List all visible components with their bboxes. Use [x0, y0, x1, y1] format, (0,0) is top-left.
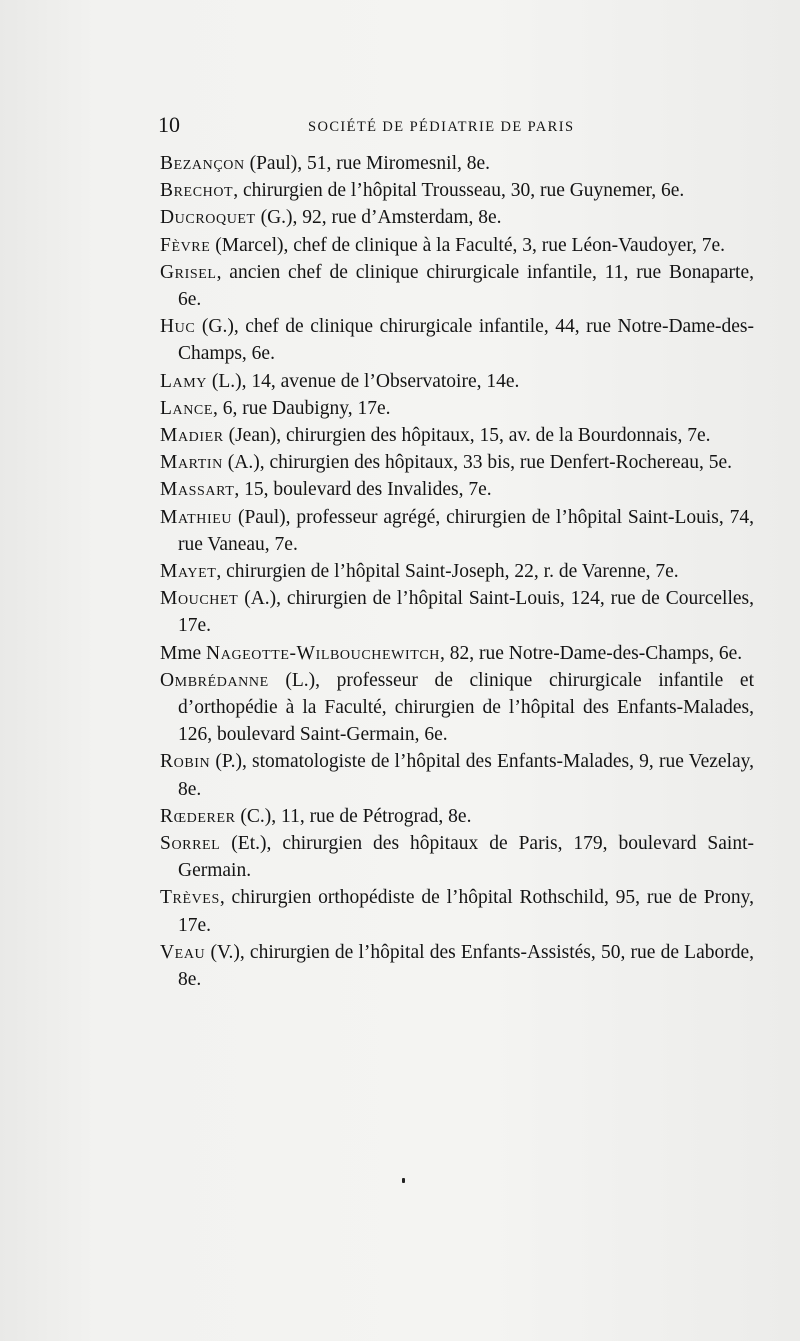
member-entry: [160, 884, 754, 938]
member-name: Madier: [160, 425, 224, 447]
member-entry: [160, 504, 754, 558]
member-name: Trèves: [160, 887, 220, 909]
member-entry: [160, 558, 754, 585]
member-details: , chirurgien de l’hôpital Trousseau, 30, rue Guynemer, 6e.: [233, 180, 685, 202]
member-entry: [160, 368, 754, 395]
member-details: (Jean), chirurgien des hôpitaux, 15, av. de la Bourdonnais, 7e.: [223, 425, 711, 447]
member-details: (L.), 14, avenue de l’Observatoire, 14e.: [206, 370, 520, 392]
member-entry: [160, 449, 754, 476]
member-name: Robin: [160, 751, 211, 773]
member-details: (Paul), professeur agrégé, chirurgien de l’hôpital Saint-Louis, 74, rue Vaneau, 7e.: [178, 506, 754, 555]
member-details: , 15, boulevard des Invalides, 7e.: [234, 479, 492, 501]
member-entry: [160, 259, 754, 313]
member-entry: [160, 313, 754, 367]
member-name: Rœderer: [160, 805, 236, 827]
member-entry: [160, 667, 754, 749]
member-name: Lance: [160, 397, 214, 419]
member-details: (G.), chef de clinique chirurgicale infantile, 44, rue Notre-Dame-des-Champs, 6e.: [178, 316, 754, 365]
member-details: (A.), chirurgien de l’hôpital Saint-Louis, 124, rue de Courcelles, 17e.: [178, 588, 754, 637]
member-entry: [160, 830, 754, 884]
member-name: Lamy: [160, 370, 207, 392]
member-name: Bezançon: [160, 153, 245, 174]
page-header: [158, 112, 758, 144]
member-details: (L.), professeur de clinique chirurgicale infantile et d’orthopédie à la Faculté, chirurgien de l’hôpital des Enfants-Malades, 126, boulevard Saint-Germain, 6e.: [178, 669, 754, 746]
member-entry: [160, 395, 754, 422]
member-details: , 82, rue Notre-Dame-des-Champs, 6e.: [440, 642, 743, 664]
member-details: (G.), 92, rue d’Amsterdam, 8e.: [255, 207, 502, 229]
member-entry: [160, 640, 754, 667]
member-details: , chirurgien orthopédiste de l’hôpital Rothschild, 95, rue de Prony, 17e.: [178, 887, 754, 936]
member-entry: [160, 232, 754, 259]
member-details: (V.), chirurgien de l’hôpital des Enfants-Assistés, 50, rue de Laborde, 8e.: [178, 941, 754, 991]
member-entry: [160, 204, 754, 231]
member-name: Ducroquet: [160, 207, 256, 229]
member-name: Huc: [160, 316, 196, 338]
running-head: SOCIÉTÉ DE PÉDIATRIE DE PARIS: [308, 119, 575, 135]
member-name: Grisel: [160, 261, 217, 283]
member-name: Veau: [160, 941, 206, 963]
member-details: (Paul), 51, rue Miromesnil, 8e.: [244, 153, 491, 174]
member-entry: [160, 585, 754, 639]
page-number: 10: [158, 112, 180, 137]
member-details: (C.), 11, rue de Pétrograd, 8e.: [235, 805, 472, 827]
member-list: [160, 150, 754, 993]
member-entry: [160, 177, 754, 204]
member-entry: [160, 803, 754, 830]
member-details: (Et.), chirurgien des hôpitaux de Paris, 179, boulevard Saint-Germain.: [178, 833, 754, 882]
member-name: Mayet: [160, 561, 217, 583]
member-name: Brechot: [160, 180, 234, 202]
member-entry: [160, 476, 754, 503]
member-details: , ancien chef de clinique chirurgicale infantile, 11, rue Bonaparte, 6e.: [178, 261, 754, 311]
member-details: (A.), chirurgien des hôpitaux, 33 bis, rue Denfert-Rochereau, 5e.: [222, 452, 733, 474]
member-name: Mouchet: [160, 588, 239, 610]
member-prefix: Mme: [160, 642, 207, 664]
member-details: (P.), stomatologiste de l’hôpital des Enfants-Malades, 9, rue Vezelay, 8e.: [178, 751, 754, 800]
member-name: Nageotte-Wilbouchewitch: [206, 642, 441, 664]
member-entry: [160, 748, 754, 802]
member-entry: [160, 422, 754, 449]
member-details: , chirurgien de l’hôpital Saint-Joseph, 22, r. de Varenne, 7e.: [216, 561, 679, 583]
member-details: , 6, rue Daubigny, 17e.: [213, 397, 391, 419]
member-name: Ombrédanne: [160, 669, 269, 691]
member-name: Sorrel: [160, 833, 221, 855]
member-name: Massart: [160, 479, 235, 501]
member-details: (Marcel), chef de clinique à la Faculté, 3, rue Léon-Vaudoyer, 7e.: [210, 234, 726, 256]
member-entry: [160, 939, 754, 993]
member-entry: [160, 150, 754, 177]
ink-speck: [402, 1178, 405, 1183]
member-name: Martin: [160, 452, 223, 474]
member-name: Mathieu: [160, 506, 233, 528]
member-name: Fèvre: [160, 234, 211, 256]
